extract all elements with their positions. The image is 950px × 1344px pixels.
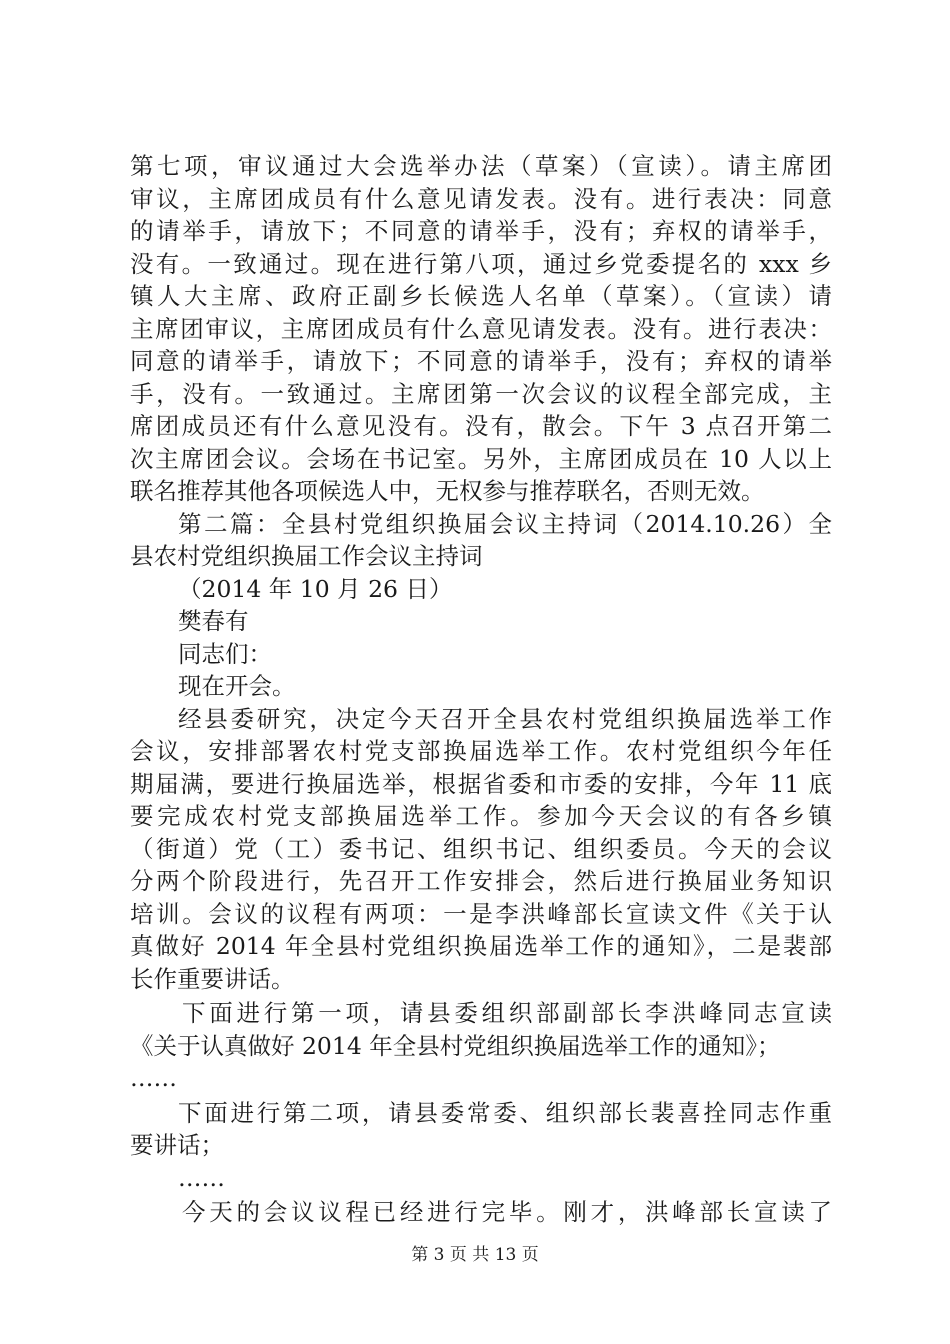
section-heading: 第二篇：全县村党组织换届会议主持词（2014.10.26）全: [178, 509, 832, 538]
text-line: 要讲话；: [130, 1131, 224, 1159]
text-line: 下面进行第二项，请县委常委、组织部长裴喜拴同志作重: [178, 1098, 832, 1127]
author-line: 樊春有: [178, 607, 249, 635]
text-line: 手，没有。一致通过。主席团第一次会议的议程全部完成，主: [130, 379, 832, 408]
text-line: 会议，安排部署农村党支部换届选举工作。农村党组织今年任: [130, 737, 832, 765]
ellipsis-line: ……: [130, 1064, 177, 1092]
text-line: 分两个阶段进行，先召开工作安排会，然后进行换届业务知识: [130, 867, 832, 895]
text-line: 培训。会议的议程有两项：一是李洪峰部长宣读文件《关于认: [130, 899, 832, 928]
text-line: 期届满，要进行换届选举，根据省委和市委的安排，今年 11 底: [130, 769, 832, 798]
text-line: 联名推荐其他各项候选人中，无权参与推荐联名，否则无效。: [130, 477, 765, 505]
text-line: 同意的请举手，请放下；不同意的请举手，没有；弃权的请举: [130, 347, 832, 375]
text-line: 次主席团会议。会场在书记室。另外，主席团成员在 10 人以上: [130, 444, 832, 473]
text-line: 席团成员还有什么意见没有。没有，散会。下午 3 点召开第二: [130, 412, 832, 440]
text-line: 下面进行第一项，请县委组织部副部长李洪峰同志宣读: [182, 999, 832, 1027]
document-body: [130, 150, 832, 1229]
text-line: 要完成农村党支部换届选举工作。参加今天会议的有各乡镇: [130, 802, 832, 830]
text-line: 今天的会议议程已经进行完毕。刚才，洪峰部长宣读了: [182, 1198, 832, 1226]
section-heading-cont: 县农村党组织换届工作会议主持词: [130, 542, 483, 570]
salutation-line: 同志们：: [178, 639, 272, 668]
text-line: 《关于认真做好 2014 年全县村党组织换届选举工作的通知》；: [130, 1031, 781, 1060]
text-line: 的请举手，请放下；不同意的请举手，没有；弃权的请举手，: [130, 217, 832, 245]
text-line: 审议，主席团成员有什么意见请发表。没有。进行表决：同意: [130, 184, 832, 213]
page-footer: 第 3 页 共 13 页: [411, 1245, 539, 1265]
text-line: 第七项，审议通过大会选举办法（草案）（宣读）。请主席团: [130, 152, 832, 180]
ellipsis-line: ……: [178, 1163, 225, 1192]
text-line: 主席团审议，主席团成员有什么意见请发表。没有。进行表决：: [130, 314, 832, 343]
text-line: 经县委研究，决定今天召开全县农村党组织换届选举工作: [178, 704, 832, 733]
text-line: 真做好 2014 年全县村党组织换届选举工作的通知》，二是裴部: [130, 932, 832, 960]
text-line: 长作重要讲话。: [130, 964, 295, 993]
text-line: 现在开会。: [178, 672, 296, 700]
text-line: 镇人大主席、政府正副乡长候选人名单（草案）。（宣读）请: [130, 282, 832, 310]
text-line: 没有。一致通过。现在进行第八项，通过乡党委提名的 xxx 乡: [130, 249, 832, 278]
date-line: （2014 年 10 月 26 日）: [178, 574, 453, 603]
text-line: （街道）党（工）委书记、组织书记、组织委员。今天的会议: [130, 834, 832, 863]
